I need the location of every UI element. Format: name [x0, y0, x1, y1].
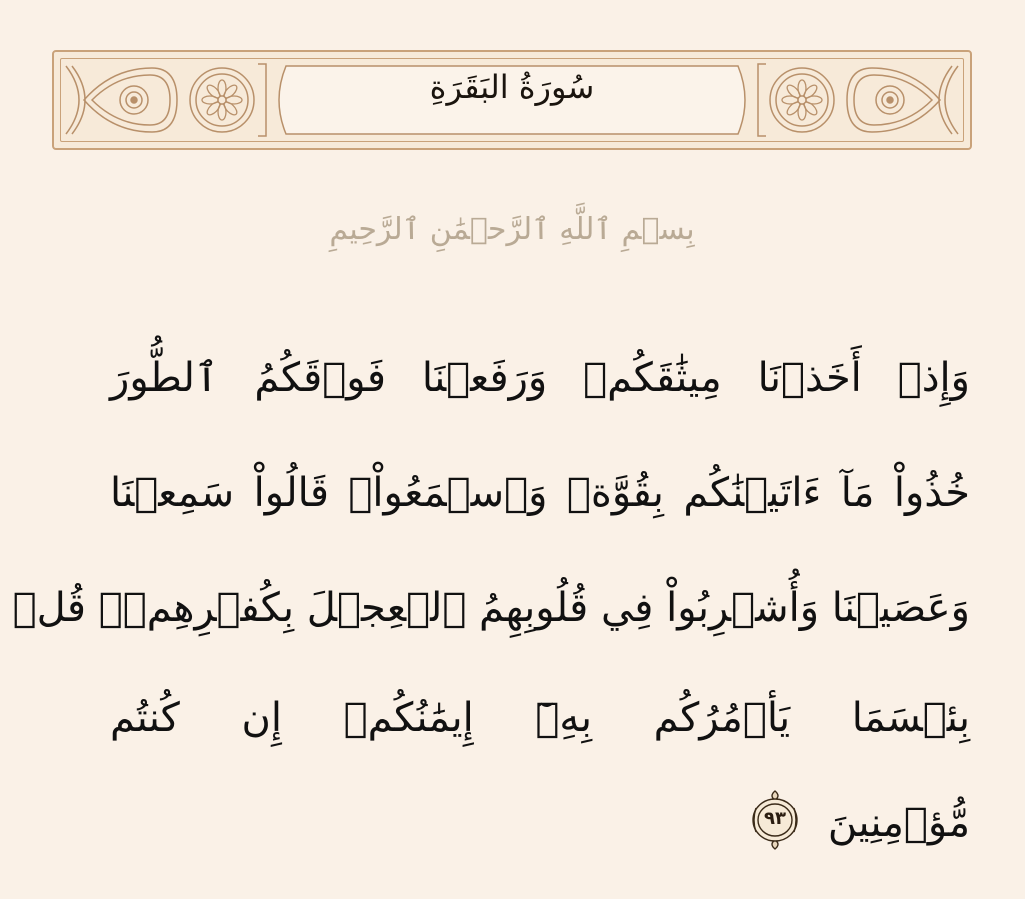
basmala: بِسۡمِ ٱللَّهِ ٱلرَّحۡمَٰنِ ٱلرَّحِيمِ: [329, 212, 695, 247]
surah-title: سُورَةُ البَقَرَةِ: [429, 68, 595, 106]
verse-end-marker: [748, 788, 802, 852]
verse-line-3: وَعَصَيۡنَا وَأُشۡرِبُواْ فِي قُلُوبِهِمُ ٱلۡعِجۡلَ بِكُفۡرِهِمۡۚ قُلۡ: [12, 585, 970, 631]
verse-line-2: خُذُواْ مَآ ءَاتَيۡنَٰكُم بِقُوَّةٖ وَٱسۡمَعُواْۖ قَالُواْ سَمِعۡنَا: [110, 470, 970, 516]
verse-line-1: وَإِذۡ أَخَذۡنَا مِيثَٰقَكُمۡ وَرَفَعۡنَا فَوۡقَكُمُ ٱلطُّورَ: [110, 355, 970, 401]
verse-line-4: بِئۡسَمَا يَأۡمُرُكُم بِهِۦٓ إِيمَٰنُكُمۡ إِن كُنتُم: [110, 695, 970, 741]
right-header-ornament: [752, 60, 962, 140]
surah-header-frame: [52, 50, 972, 150]
verse-number: ٩٣: [764, 808, 786, 829]
left-header-ornament: [62, 60, 272, 140]
left-rosette-icon: [202, 80, 242, 120]
verse-line-5: مُّؤۡمِنِينَ: [827, 800, 970, 846]
